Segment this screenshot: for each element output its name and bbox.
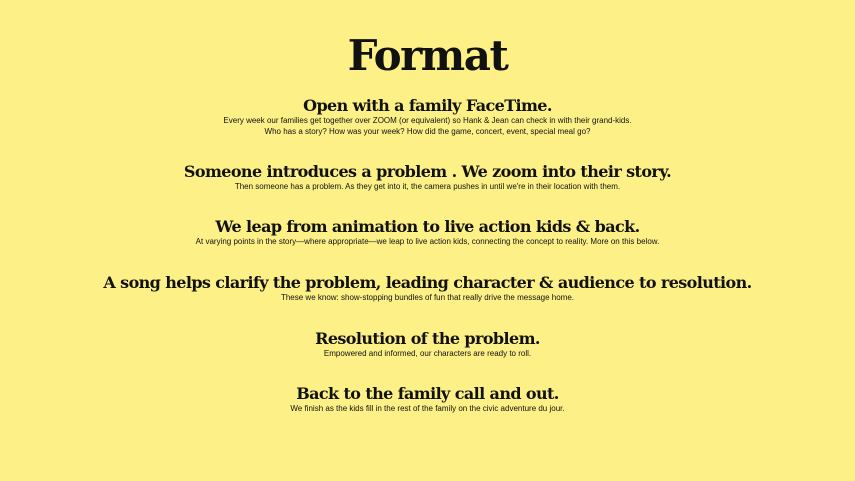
- section-heading: Open with a family FaceTime.: [303, 96, 552, 115]
- section-body-line: Empowered and informed, our characters are ready to roll.: [323, 349, 532, 358]
- slide-title: Format: [347, 31, 508, 80]
- section-body-line: We finish as the kids fill in the rest of the family on the civic adventure du jour.: [290, 404, 565, 413]
- section-introduce-problem: [0, 162, 855, 193]
- section-heading: Resolution of the problem.: [315, 329, 540, 348]
- section-song: [0, 273, 855, 304]
- section-heading: Someone introduces a problem . We zoom into their story.: [183, 162, 672, 181]
- section-family-call-out: [0, 384, 855, 415]
- section-body-line: Every week our families get together over ZOOM (or equivalent) so Hank & Jean can check in with their grand-kids.: [223, 116, 632, 125]
- section-heading: A song helps clarify the problem, leading character & audience to resolution.: [103, 273, 752, 292]
- section-body-line: Who has a story? How was your week? How did the game, concert, event, special meal go?: [264, 126, 591, 136]
- section-heading: Back to the family call and out.: [296, 384, 559, 403]
- section-resolution: [0, 329, 855, 360]
- section-body-line: Then someone has a problem. As they get into it, the camera pushes in until we're in their location with them.: [234, 182, 621, 191]
- section-family-facetime: [0, 96, 855, 137]
- section-live-action-leap: [0, 217, 855, 248]
- section-body-line: These we know: show-stopping bundles of fun that really drive the message home.: [280, 293, 575, 302]
- section-body-line: At varying points in the story—where appropriate—we leap to live action kids, connecting the concept to reality. More on this below.: [195, 237, 660, 246]
- section-heading: We leap from animation to live action kids & back.: [215, 217, 640, 236]
